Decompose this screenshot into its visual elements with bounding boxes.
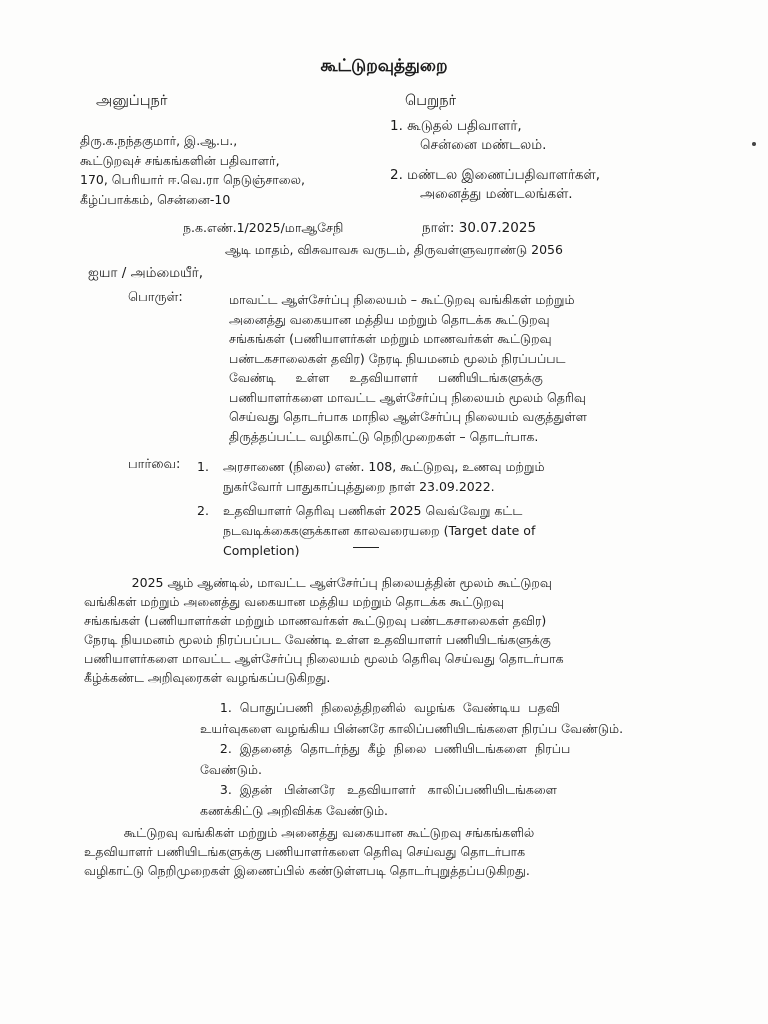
reference-item-number: 2. [197, 503, 209, 518]
reference-item-line: உதவியாளர் தெரிவு பணிகள் 2025 வெவ்வேறு கட்ட [223, 503, 523, 518]
instruction-line: 1. பொதுப்பணி நிலைத்திறனில் வழங்க வேண்டிய பதவி [200, 700, 560, 715]
paragraph-line: பணியாளர்களை மாவட்ட ஆள்சேர்ப்பு நிலையம் மூலம் தெரிவு செய்வது தொடர்பாக [84, 651, 564, 666]
sender-line: கீழ்ப்பாக்கம், சென்னை-10 [80, 191, 231, 207]
subject-line: பண்டகசாலைகள் தவிர) நேரடி நியமனம் மூலம் நிரப்பப்பட [229, 350, 566, 366]
reference-item-number: 1. [197, 459, 209, 474]
instruction-list [200, 698, 680, 821]
paragraph-line: கீழ்க்கண்ட அறிவுரைகள் வழங்கப்படுகிறது. [84, 670, 331, 685]
reference-item-line: நுகர்வோர் பாதுகாப்புத்துறை நாள் 23.09.2022. [223, 479, 495, 494]
reference-label: பார்வை: [128, 457, 181, 472]
instruction-line: வேண்டும். [200, 761, 262, 777]
recipient-line: அனைத்து மண்டலங்கள். [420, 185, 573, 202]
tamil-calendar-date: ஆடி மாதம், விசுவாவசு வருடம், திருவள்ளுவராண்டு 2056 [225, 242, 563, 257]
scan-speck [752, 142, 756, 146]
subject-line: அனைத்து வகையான மத்திய மற்றும் தொடக்க கூட்டுறவு [229, 311, 550, 327]
instruction-line: 2. இதனைத் தொடர்ந்து கீழ் நிலை பணியிடங்களை நிரப்ப [200, 741, 571, 756]
subject-line: திருத்தப்பட்ட வழிகாட்டு நெறிமுறைகள் – தொடர்பாக. [229, 428, 539, 444]
subject-label: பொருள்: [128, 290, 183, 305]
reference-list [197, 457, 667, 565]
subject-line: மாவட்ட ஆள்சேர்ப்பு நிலையம் – கூட்டுறவு வங்கிகள் மற்றும் [229, 292, 575, 307]
sender-address [80, 131, 305, 209]
subject-line: வேண்டி உள்ள உதவியாளர் பணியிடங்களுக்கு [229, 370, 543, 385]
sender-line: கூட்டுறவுச் சங்கங்களின் பதிவாளர், [80, 152, 280, 168]
paragraph-line: உதவியாளர் பணியிடங்களுக்கு பணியாளர்களை தெரிவு செய்வது தொடர்பாக [84, 844, 526, 859]
reference-item [197, 457, 667, 497]
recipient-line: சென்னை மண்டலம். [420, 136, 547, 153]
subject-line: பணியாளர்களை மாவட்ட ஆள்சேர்ப்பு நிலையம் மூலம் தெரிவு [229, 389, 586, 405]
salutation: ஐயா / அம்மையீர், [88, 265, 204, 281]
recipient-line: 1. கூடுதல் பதிவாளர், [390, 118, 522, 134]
sender-line: திரு.க.நந்தகுமார், இ.ஆ.ப., [80, 133, 238, 148]
subject-text [229, 290, 661, 446]
reference-item-line: அரசாணை (நிலை) எண். 108, கூட்டுறவு, உணவு மற்றும் [223, 459, 545, 474]
reference-number: ந.க.எண்.1/2025/மாஆசேநி [183, 220, 344, 235]
sender-line: 170, பெரியார் ஈ.வெ.ரா நெடுஞ்சாலை, [80, 172, 305, 187]
paragraph-line: 2025 ஆம் ஆண்டில், மாவட்ட ஆள்சேர்ப்பு நிலையத்தின் மூலம் கூட்டுறவு [84, 575, 552, 590]
reference-item [197, 501, 667, 561]
subject-line: சங்கங்கள் (பணியாளர்கள் மற்றும் மாணவர்கள் கூட்டுறவு [229, 331, 552, 346]
body-paragraph-1 [84, 573, 684, 687]
instruction-line: 3. இதன் பின்னரே உதவியாளர் காலிப்பணியிடங்களை [200, 782, 557, 797]
reference-item-line: நடவடிக்கைகளுக்கான காலவரையறை (Target date of [223, 523, 536, 538]
recipient-line: 2. மண்டல இணைப்பதிவாளர்கள், [390, 167, 601, 183]
recipient-heading: பெறுநர் [405, 93, 457, 109]
body-paragraph-2 [84, 823, 684, 880]
paragraph-line: சங்கங்கள் (பணியாளர்கள் மற்றும் மாணவர்கள் கூட்டுறவு பண்டகசாலைகள் தவிர) [84, 613, 547, 628]
sender-heading: அனுப்புநர் [96, 93, 168, 109]
instruction-line: கணக்கிட்டு அறிவிக்க வேண்டும். [200, 802, 388, 818]
instruction-line: உயர்வுகளை வழங்கிய பின்னரே காலிப்பணியிடங்களை நிரப்ப வேண்டும். [200, 720, 624, 736]
reference-item-line: Completion) [223, 543, 300, 558]
paragraph-line: வழிகாட்டு நெறிமுறைகள் இணைப்பில் கண்டுள்ளபடி தொடர்புறுத்தப்படுகிறது. [84, 863, 530, 878]
reference-item-text [223, 501, 535, 561]
section-divider [353, 547, 379, 548]
paragraph-line: நேரடி நியமனம் மூலம் நிரப்பப்பட வேண்டி உள்ள உதவியாளர் பணியிடங்களுக்கு [84, 632, 551, 647]
department-title: கூட்டுறவுத்துறை [320, 56, 448, 76]
paragraph-line: கூட்டுறவு வங்கிகள் மற்றும் அனைத்து வகையான கூட்டுறவு சங்கங்களில் [84, 825, 535, 840]
subject-line: செய்வது தொடர்பாக மாநில ஆள்சேர்ப்பு நிலையம் வகுத்துள்ள [229, 409, 587, 424]
reference-item-text [223, 457, 545, 497]
recipient-address [390, 117, 600, 203]
letter-date: நாள்: 30.07.2025 [422, 220, 537, 236]
paragraph-line: வங்கிகள் மற்றும் அனைத்து வகையான மத்திய மற்றும் தொடக்க கூட்டுறவு [84, 594, 504, 609]
